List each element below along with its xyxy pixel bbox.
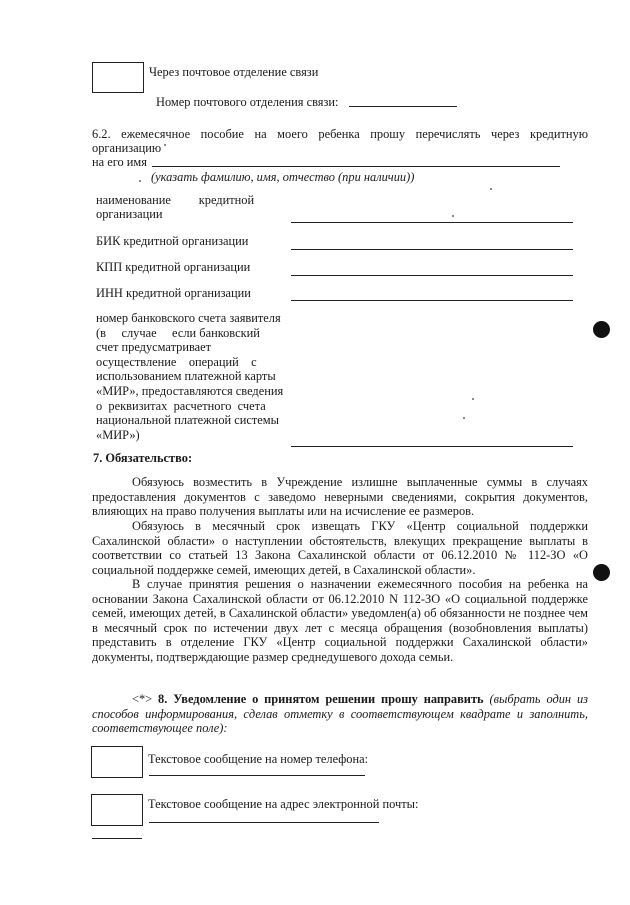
phone-option-label: Текстовое сообщение на номер телефона:	[148, 752, 369, 766]
postal-office-label: Номер почтового отделения связи:	[156, 95, 339, 109]
account-label-line: национальной платежной системы	[96, 413, 279, 428]
postal-option-label: Через почтовое отделение связи	[149, 65, 319, 79]
email-option-label: Текстовое сообщение на адрес электронной почты:	[148, 797, 419, 811]
account-label-line: номер банковского счета заявителя	[96, 311, 281, 325]
bik-field[interactable]	[291, 249, 573, 250]
scan-speck	[472, 398, 474, 400]
inn-label: ИНН кредитной организации	[96, 286, 251, 300]
account-label	[96, 311, 288, 442]
section-7-para-2: Обязуюсь в месячный срок извещать ГКУ «Центр социальной поддержки Сахалинской области» о наступлении обстоятельств, влекущих прекращение выплаты в соответствии со статьей 13 Закона Сахалинской области от 06.12.2010 № 112-ЗО «О социальной поддержке семей, имеющих детей, в Сахалинской области».	[92, 519, 588, 577]
account-field[interactable]	[291, 446, 573, 447]
section-7-heading: 7. Обязательство:	[93, 451, 193, 465]
section-8-intro	[92, 692, 588, 736]
section-8-hint: (выбрать один из способов информирования, сделав отметку в соответствующем квадрате и заполнить, соответствующее поле):	[92, 692, 588, 736]
account-label-line: счет предусматривает	[96, 340, 212, 355]
footnote-marker: <*>	[132, 692, 153, 706]
recipient-name-hint: (указать фамилию, имя, отчество (при наличии))	[151, 170, 415, 184]
scan-speck	[490, 188, 492, 190]
scan-speck	[164, 144, 166, 146]
phone-field[interactable]	[149, 775, 365, 776]
recipient-name-field[interactable]	[152, 166, 560, 167]
account-label-line: осуществление операций с	[96, 354, 257, 369]
kpp-field[interactable]	[291, 275, 573, 276]
section-6-2-line2: организацию	[92, 141, 162, 155]
section-7-para-1: Обязуюсь возместить в Учреждение излишне выплаченные суммы в случаях предоставления документов с заведомо неверными сведениями, сокрытия документов, влияющих на право получения выплаты или на исчисление ее размеров.	[92, 475, 588, 519]
account-label-line: (в случае если банковский	[96, 325, 260, 340]
bik-label: БИК кредитной организации	[96, 234, 249, 248]
email-checkbox[interactable]	[91, 794, 143, 826]
account-label-line: использованием платежной карты	[96, 369, 276, 384]
postal-office-field[interactable]	[349, 106, 457, 107]
section-6-2-line1: 6.2. ежемесячное пособие на моего ребенка прошу перечислять через кредитную	[92, 127, 588, 141]
account-label-line: «МИР»)	[96, 427, 140, 442]
bank-org-name-label-1: наименование кредитной	[96, 193, 255, 207]
section-8-heading: 8. Уведомление о принятом решении прошу направить	[158, 692, 484, 706]
phone-checkbox[interactable]	[91, 746, 143, 778]
inn-field[interactable]	[291, 300, 573, 301]
email-field[interactable]	[149, 822, 379, 823]
bank-org-name-field[interactable]	[291, 222, 573, 223]
scan-speck	[452, 215, 454, 217]
kpp-label: КПП кредитной организации	[96, 260, 251, 274]
bank-org-name-label-2: организации	[96, 207, 163, 221]
section-7-para-3: В случае принятия решения о назначении ежемесячного пособия на ребенка на основании Закона Сахалинской области от 06.12.2010 N 112-ЗО «О социальной поддержке семей, имеющих детей, в Сахалинской области» уведомлен(а) об обязанности не позднее чем в месячный срок по истечении двух лет с месяца обращения (возобновления выплаты) представить в отделение ГКУ «Центр социальной поддержки Сахалинской области» документы, подтверждающие размер среднедушевого дохода семьи.	[92, 577, 588, 664]
scan-speck	[463, 417, 465, 419]
recipient-name-prefix: на его имя	[92, 155, 147, 169]
postal-checkbox[interactable]	[92, 62, 144, 93]
account-label-line: «МИР», предоставляются сведения	[96, 383, 284, 398]
footnote-separator	[92, 838, 142, 839]
punch-hole-bottom	[593, 564, 610, 581]
scan-speck	[139, 180, 141, 182]
punch-hole-top	[593, 321, 610, 338]
account-label-line: о реквизитах расчетного счета	[96, 398, 266, 413]
